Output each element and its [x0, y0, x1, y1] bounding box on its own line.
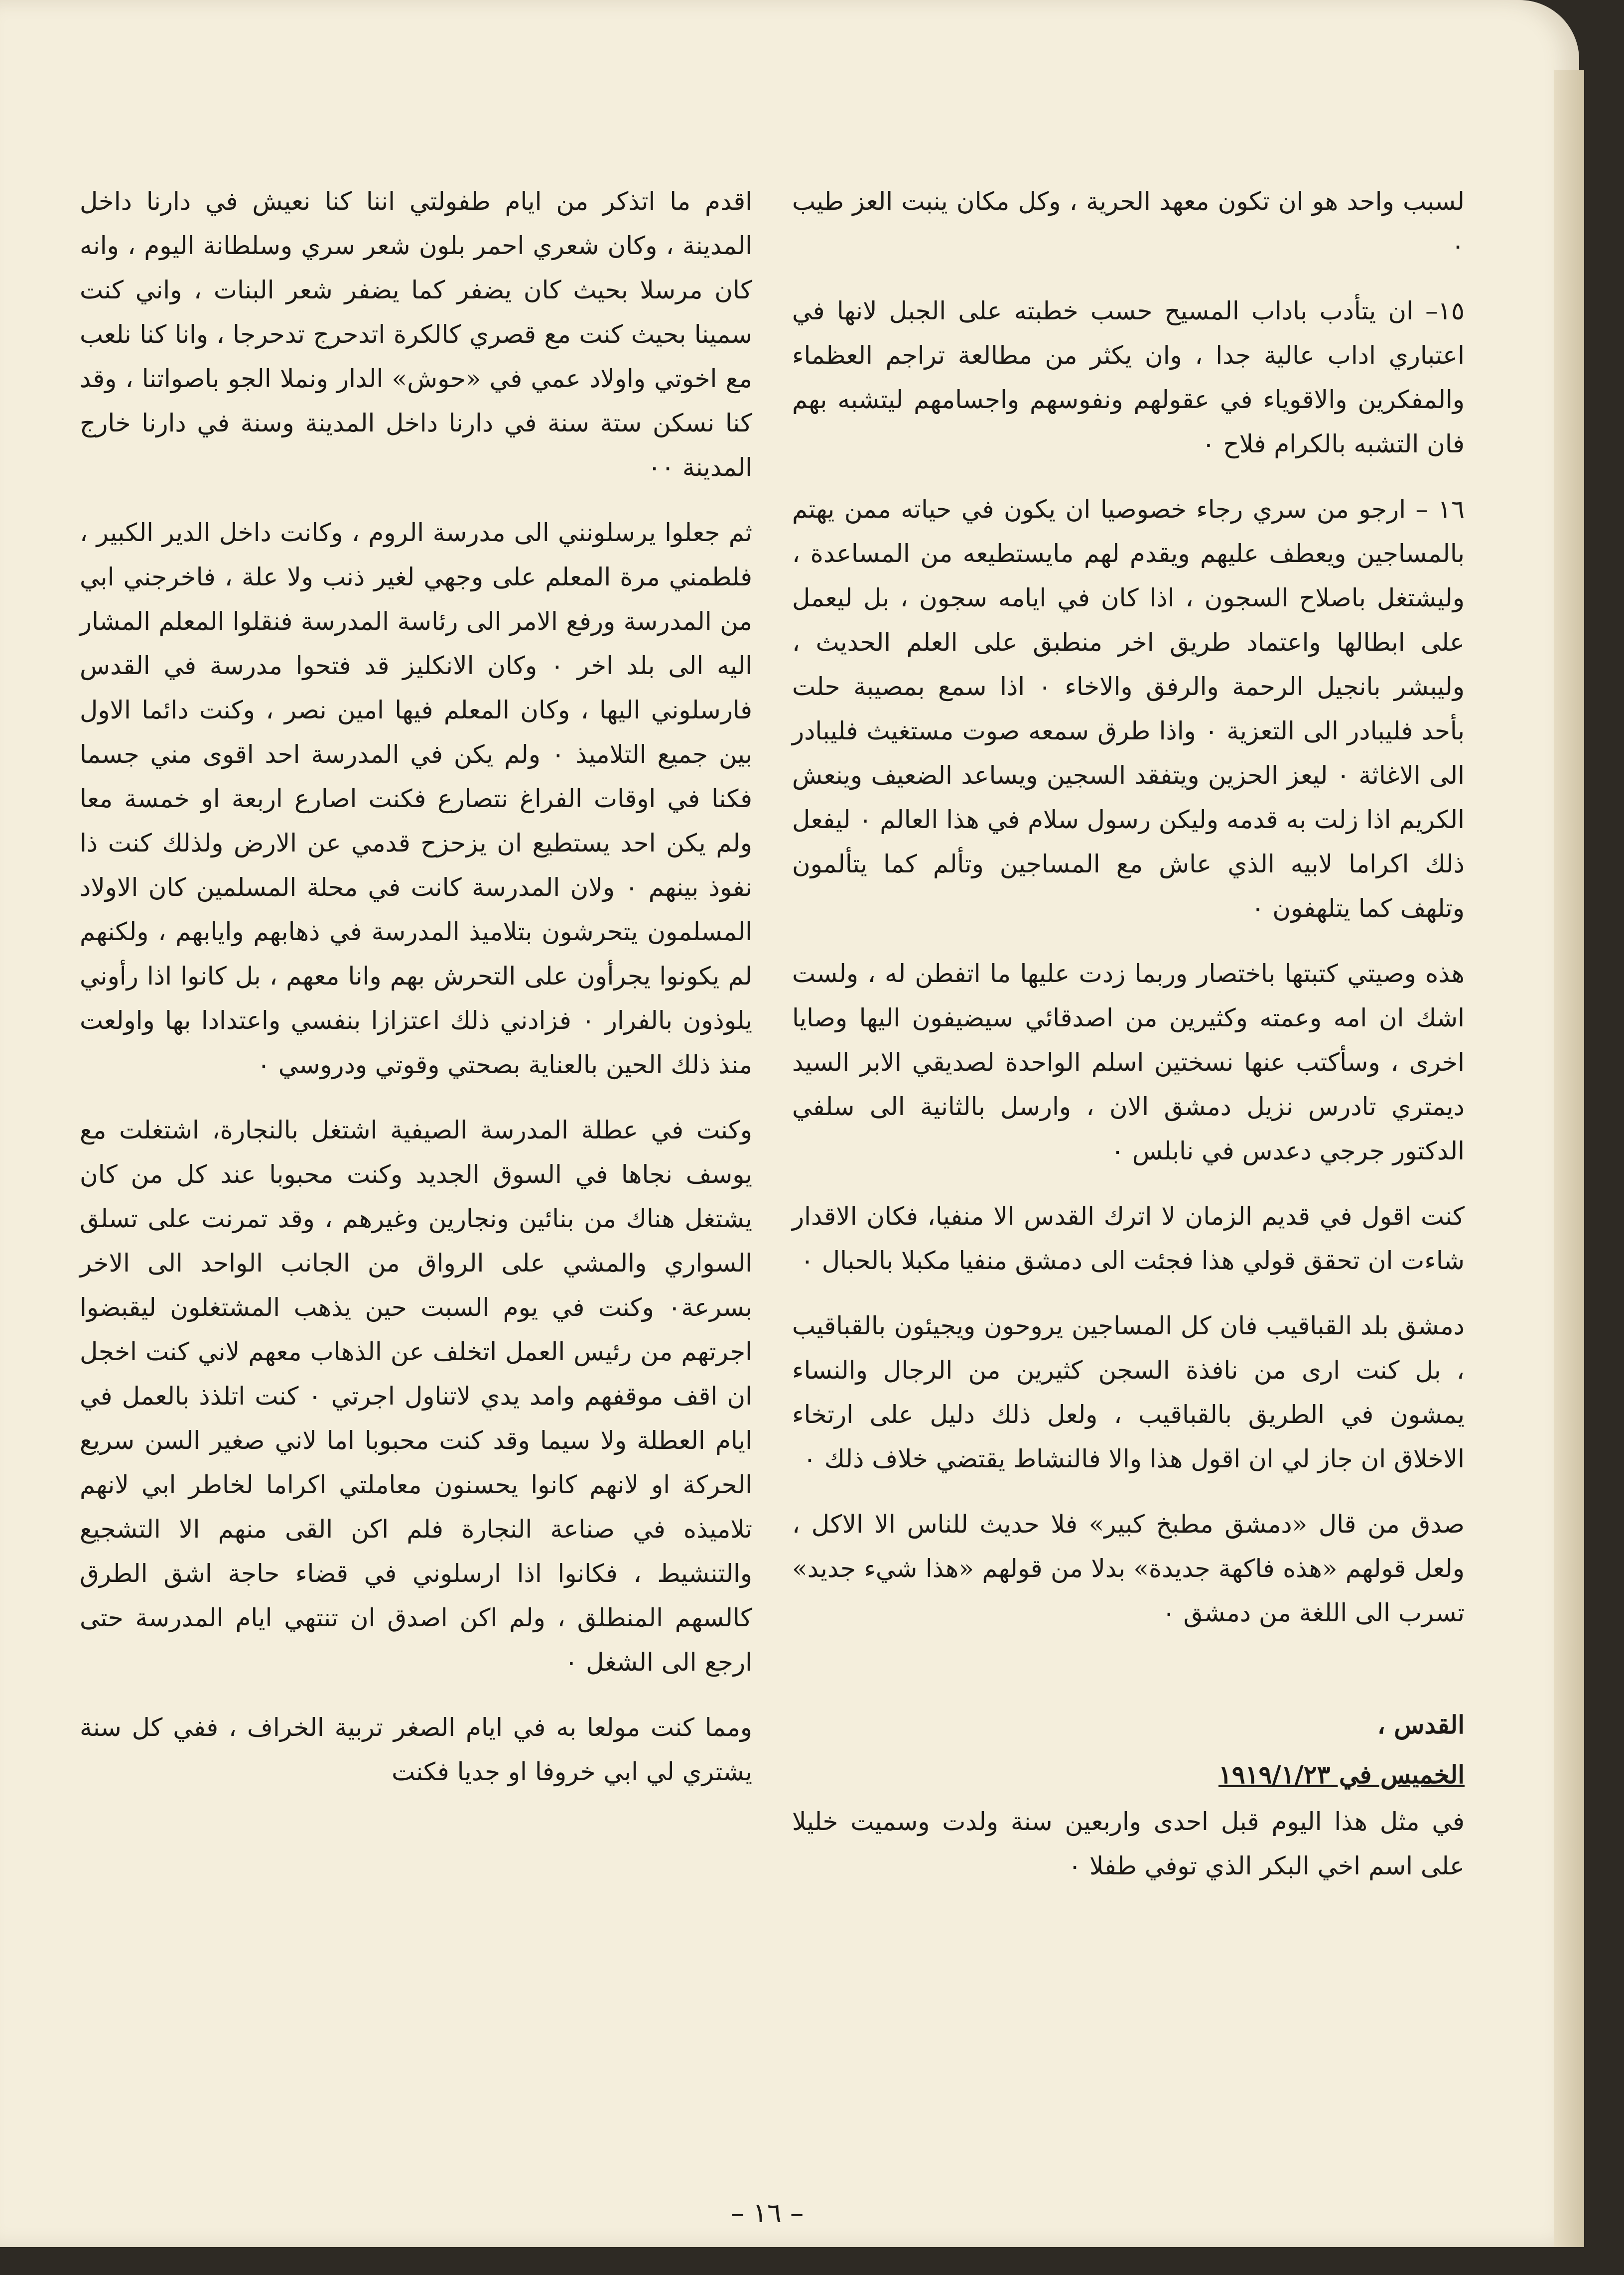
page-edge [1554, 70, 1584, 2247]
paragraph: اقدم ما اتذكر من ايام طفولتي اننا كنا نعيش في دارنا داخل المدينة ، وكان شعري احمر بلون شعر سري وسلطانة اليوم ، وانه كان مرسلا بحيث كان يضفر كما يضفر شعر البنات ، واني كنت سمينا بحيث كنت مع قصري كالكرة اتدحرج تدحرجا ، وانا كنا نلعب مع اخوتي واولاد عمي في «حوش» الدار ونملا الجو باصواتنا ، وقد كنا نسكن ستة سنة في دارنا داخل المدينة وسنة في دارنا خارج المدينة ٠٠ [80, 187, 752, 482]
signoff-date: الخميس في ١٩١٩/١/٢٣ [1218, 1760, 1465, 1789]
right-column [792, 179, 1465, 1909]
paragraph-item-16: ١٦ – ارجو من سري رجاء خصوصيا ان يكون في حياته ممن يهتم بالمساجين ويعطف عليهم ويقدم لهم مايستطيعه من المساعدة ، وليشتغل باصلاح السجون ، اذا كان في ايامه سجون ، بل ليعمل على ابطالها واعتماد طريق اخر منطبق على العلم الحديث ، وليبشر بانجيل الرحمة والرفق والاخاء ٠ اذا سمع بمصيبة حلت بأحد فليبادر الى التعزية ٠ واذا طرق سمعه صوت مستغيث فليبادر الى الاغاثة ٠ ليعز الحزين ويتفقد السجين ويساعد الضعيف وينعش الكريم اذا زلت به قدمه وليكن رسول سلام في هذا العالم ٠ ليفعل ذلك اكراما لابيه الذي عاش مع المساجين وتألم كما يتألمون وتلهف كما يتلهفون ٠ [792, 495, 1465, 923]
signoff-place: القدس ، [1377, 1710, 1465, 1739]
paragraph: هذه وصيتي كتبتها باختصار وربما زدت عليها ما اتفطن له ، ولست اشك ان امه وعمته وكثيرين من اصدقائي سيضيفون اليها وصايا اخرى ، وسأكتب عنها نسختين اسلم الواحدة لصديقي الابر السيد ديمتري تادرس نزيل دمشق الان ، وارسل بالثانية الى سلفي الدكتور جرجي دعدس في نابلس ٠ [792, 959, 1465, 1165]
paragraph: صدق من قال «دمشق مطبخ كبير» فلا حديث للناس الا الاكل ، ولعل قولهم «هذه فاكهة جديدة» بدلا من قولهم «هذا شيء جديد» تسرب الى اللغة من دمشق ٠ [792, 1510, 1465, 1627]
page-number: – ١٦ – [730, 2197, 804, 2229]
diary-entry: في مثل هذا اليوم قبل احدى واربعين سنة ولدت وسميت خليلا على اسم اخي البكر الذي توفي طفلا ٠ [792, 1807, 1465, 1880]
paragraph-item-15: ١٥– ان يتأدب باداب المسيح حسب خطبته على الجبل لانها في اعتباري اداب عالية جدا ، وان يكثر من مطالعة تراجم العظماء والمفكرين والاقوياء في عقولهم ونفوسهم واجسامهم ليتشبه بهم فان التشبه بالكرام فلاح ٠ [792, 296, 1465, 458]
paragraph: كنت اقول في قديم الزمان لا اترك القدس الا منفيا، فكان الاقدار شاءت ان تحقق قولي هذا فجئت الى دمشق منفيا مكبلا بالحبال ٠ [792, 1202, 1465, 1275]
paragraph: لسبب واحد هو ان تكون معهد الحرية ، وكل مكان ينبت العز طيب ٠ [792, 187, 1465, 260]
paragraph: دمشق بلد القباقيب فان كل المساجين يروحون ويجيئون بالقباقيب ، بل كنت ارى من نافذة السجن كثيرين من الرجال والنساء يمشون في الطريق بالقباقيب ، ولعل ذلك دليل على ارتخاء الاخلاق ان جاز لي ان اقول هذا والا فالنشاط يقتضي خلاف ذلك ٠ [792, 1311, 1465, 1473]
paragraph: وكنت في عطلة المدرسة الصيفية اشتغل بالنجارة، اشتغلت مع يوسف نجاها في السوق الجديد وكنت محبوبا عند كل من كان يشتغل هناك من بنائين ونجارين وغيرهم ، وقد تمرنت على تسلق السواري والمشي على الرواق من الجانب الواحد الى الاخر بسرعة٠ وكنت في يوم السبت حين يذهب المشتغلون ليقبضوا اجرتهم من رئيس العمل اتخلف عن الذهاب معهم لاني كنت اخجل ان اقف موقفهم وامد يدي لاتناول اجرتي ٠ كنت اتلذذ بالعمل في ايام العطلة ولا سيما وقد كنت محبوبا اما لاني صغير السن سريع الحركة او لانهم كانوا يحسنون معاملتي اكراما لخاطر ابي لانهم تلاميذه في صناعة النجارة فلم اكن القى منهم الا التشجيع والتنشيط ، فكانوا اذا ارسلوني في قضاء حاجة اشق الطرق كالسهم المنطلق ، ولم اكن اصدق ان تنتهي ايام المدرسة حتى ارجع الى الشغل ٠ [80, 1116, 752, 1677]
diary-signoff [792, 1700, 1465, 1800]
paragraph: ثم جعلوا يرسلونني الى مدرسة الروم ، وكانت داخل الدير الكبير ، فلطمني مرة المعلم على وجهي لغير ذنب ولا علة ، فاخرجني ابي من المدرسة ورفع الامر الى رئاسة المدرسة فنقلوا المعلم المشار اليه الى بلد اخر ٠ وكان الانكليز قد فتحوا مدرسة في القدس فارسلوني اليها ، وكان المعلم فيها امين نصر ، وكنت دائما الاول بين جميع التلاميذ ٠ ولم يكن في المدرسة احد اقوى مني جسما فكنا في اوقات الفراغ نتصارع فكنت اصارع اربعة او خمسة معا ولم يكن احد يستطيع ان يزحزح قدمي عن الارض ولذلك كنت ذا نفوذ بينهم ٠ ولان المدرسة كانت في محلة المسلمين كان الاولاد المسلمون يتحرشون بتلاميذ المدرسة في ذهابهم وايابهم ، ولكنهم لم يكونوا يجرأون على التحرش بهم وانا معهم ، بل كانوا اذا رأوني يلوذون بالفرار ٠ فزادني ذلك اعتزازا بنفسي واعتدادا بها واولعت منذ ذلك الحين بالعناية بصحتي وقوتي ودروسي ٠ [80, 518, 753, 1079]
paragraph: ومما كنت مولعا به في ايام الصغر تربية الخراف ، ففي كل سنة يشتري لي ابي خروفا او جديا فكنت [80, 1713, 752, 1786]
left-column [80, 179, 752, 1815]
